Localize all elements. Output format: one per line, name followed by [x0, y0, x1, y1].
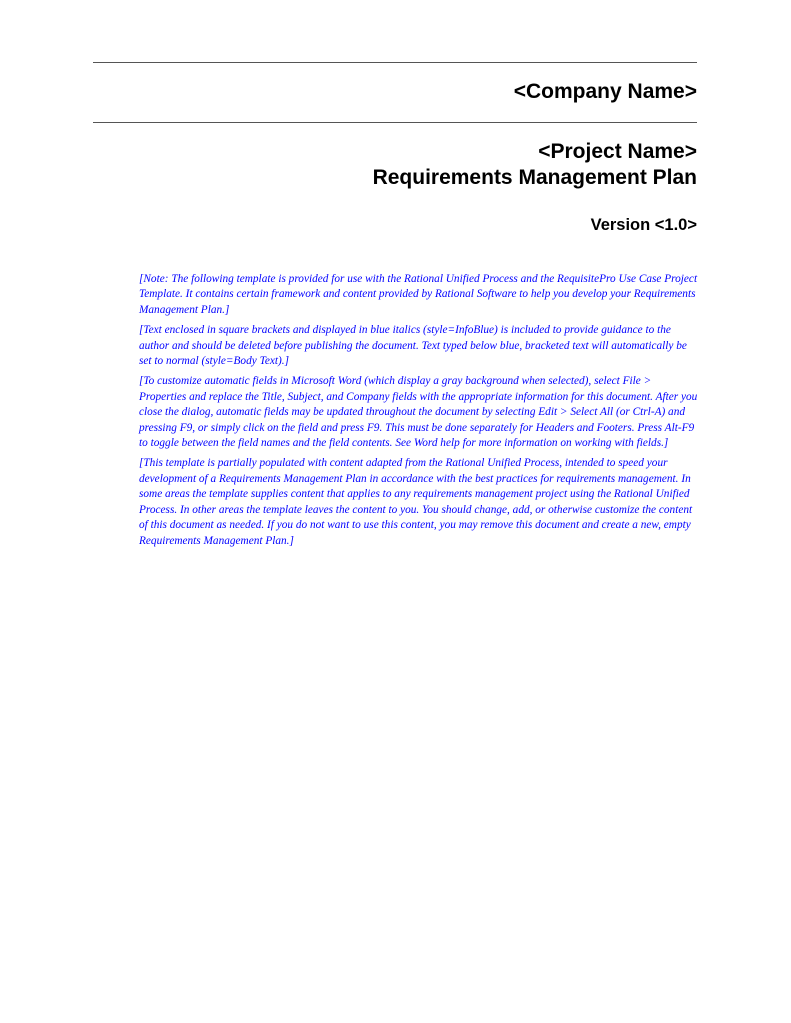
project-name: <Project Name> — [538, 140, 697, 163]
header-bottom-rule — [93, 122, 697, 123]
title-block — [373, 139, 697, 191]
note-paragraph: [Note: The following template is provided for use with the Rational Unified Process and the RequisitePro Use Case Project Template. It contains certain framework and content provided by Rational Software to help you develop your Requirements Management Plan.] — [139, 273, 698, 316]
company-name: <Company Name> — [513, 80, 697, 103]
note-paragraph: [This template is partially populated with content adapted from the Rational Unified Process, intended to speed your development of a Requirements Management Plan in accordance with the best practices for requirements management. In some areas the template supplies content that applies to any requirements management project using the Rational Unified Process. In other areas the template leaves the content to you. You should change, add, or otherwise customize the content of this document as needed. If you do not want to use this content, you may remove this document and create a new, empty Requirements Management Plan.] — [139, 457, 693, 547]
version-label: Version <1.0> — [590, 216, 697, 234]
header-top-rule — [93, 62, 697, 63]
guidance-notes — [139, 272, 699, 554]
note-paragraph: [To customize automatic fields in Microsoft Word (which display a gray background when selected), select File > Properties and replace the Title, Subject, and Company fields with the appropriate information for this document. After you close the dialog, automatic fields may be updated throughout the document by selecting Edit > Select All (or Ctrl-A) and pressing F9, or simply click on the field and press F9. This must be done separately for Headers and Footers. Press Alt-F9 to toggle between the field names and the field contents. See Word help for more information on working with fields.] — [139, 375, 698, 450]
note-paragraph: [Text enclosed in square brackets and displayed in blue italics (style=InfoBlue) is included to provide guidance to the author and should be deleted before publishing the document. Text typed below blue, bracketed text will automatically be set to normal (style=Body Text).] — [139, 324, 687, 368]
document-title: Requirements Management Plan — [372, 166, 697, 189]
